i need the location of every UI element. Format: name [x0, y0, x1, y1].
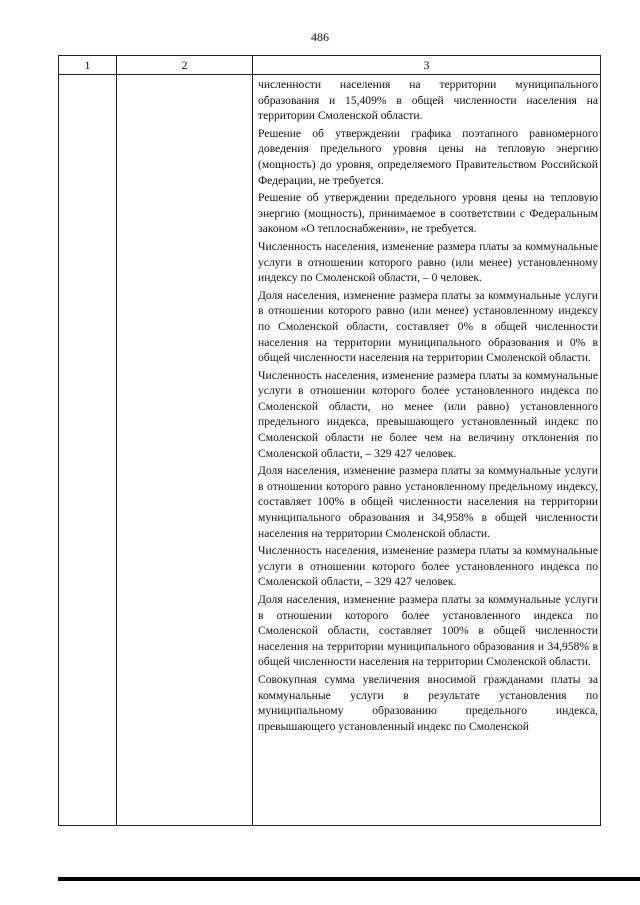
paragraph: Доля населения, изменение размера платы за коммунальные услуги в отношении которого равно (или менее) установленному индексу по Смоленской области, составляет 0% в общей численности населения на территории муниципального образования и 0% в общей численности населения на территории Смоленской области.	[258, 288, 598, 365]
column-header-3: 3	[253, 56, 601, 75]
document-table	[58, 55, 601, 826]
paragraph: численности населения на территории муниципального образования и 15,409% в общей численности населения на территории Смоленской области.	[258, 78, 598, 123]
page-number: 486	[311, 30, 329, 44]
table-row	[59, 75, 601, 826]
paragraph: Численность населения, изменение размера платы за коммунальные услуги в отношении которого равно (или менее) установленному индексу по Смоленской области, – 0 человек.	[258, 239, 598, 285]
scan-edge-line	[58, 877, 640, 881]
column-header-2: 2	[117, 56, 253, 75]
empty-cell-col2	[117, 75, 253, 826]
paragraph: Доля населения, изменение размера платы за коммунальные услуги в отношении которого равно установленному предельному индексу, составляет 100% в общей численности населения на территории муниципального образования и 34,958% в общей численности населения на территории Смоленской области.	[258, 464, 598, 540]
column-header-1: 1	[59, 56, 117, 75]
paragraph: Совокупная сумма увеличения вносимой гражданами платы за коммунальные услуги в результате установления по муниципальному образованию предельного индекса, превышающего установленный индекс по Смоленской	[258, 672, 598, 733]
paragraph: Решение об утверждении предельного уровня цены на тепловую энергию (мощность), принимаемое в соответствии с Федеральным законом «О теплоснабжении», не требуется.	[258, 191, 598, 236]
paragraph: Доля населения, изменение размера платы за коммунальные услуги в отношении которого более установленного индекса по Смоленской области, составляет 100% в общей численности населения на территории муниципального образования и 34,958% в общей численности населения на территории Смоленской области.	[258, 593, 598, 669]
empty-cell-col1	[59, 75, 117, 826]
table-header-row	[59, 56, 601, 75]
paragraph: Численность населения, изменение размера платы за коммунальные услуги в отношении которого более установленного индекса по Смоленской области, – 329 427 человек.	[258, 544, 598, 589]
text-cell-col3	[253, 75, 601, 826]
paragraph: Численность населения, изменение размера платы за коммунальные услуги в отношении которого более установленного индекса по Смоленской области, но менее (или равно) установленного предельного индекса, превышающего установленный индекс по Смоленской области не более чем на величину отклонения по Смоленской области, – 329 427 человек.	[258, 368, 598, 460]
paragraph: Решение об утверждении графика поэтапного равномерного доведения предельного уровня цены на тепловую энергию (мощность) до уровня, определяемого Правительством Российской Федерации, не требуется.	[258, 126, 598, 187]
